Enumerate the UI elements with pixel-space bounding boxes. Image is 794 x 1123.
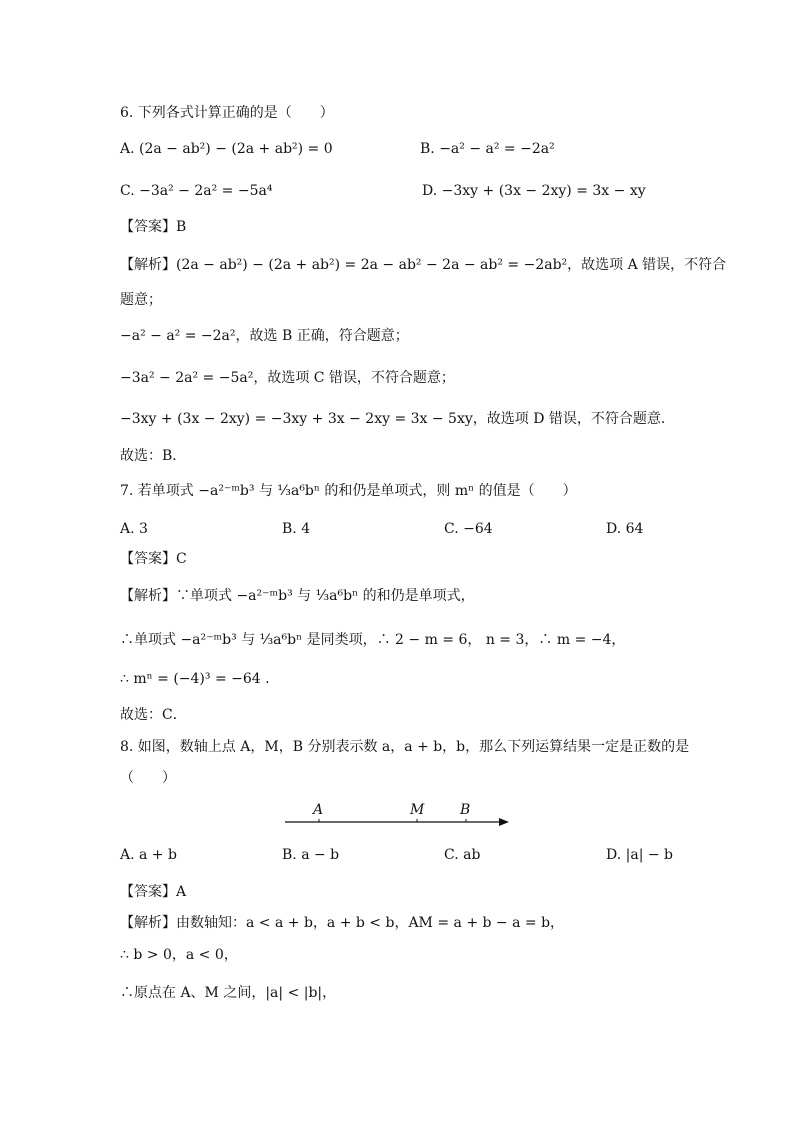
q6-option-d: D. −3xy + (3x − 2xy) = 3x − xy (422, 183, 646, 199)
q6-analysis-line-1: 【解析】(2a − ab²) − (2a + ab²) = 2a − ab² − 2a − ab² = −2ab²，故选项 A 错误，不符合 (120, 257, 727, 273)
q6-analysis-line-5: −3xy + (3x − 2xy) = −3xy + 3x − 2xy = 3x − 5xy，故选项 D 错误，不符合题意. (120, 411, 666, 427)
q7-option-c: C. −64 (444, 521, 493, 537)
q7-analysis-line-3: ∴ mⁿ = (−4)³ = −64 . (120, 671, 270, 687)
q7-conclusion: 故选：C． (120, 707, 187, 723)
q8-analysis-line-2: ∴ b > 0，a < 0， (120, 947, 238, 963)
q8-option-d: D. |a| − b (606, 847, 673, 863)
q8-stem-line-1: 8. 如图，数轴上点 A，M，B 分别表示数 a，a + b，b，那么下列运算结果一定是正数的是 (120, 739, 690, 755)
q8-option-c: C. ab (444, 847, 481, 863)
q7-option-b: B. 4 (282, 521, 311, 537)
q6-option-b: B. −a² − a² = −2a² (420, 141, 555, 157)
point-label-a: A (313, 802, 324, 818)
q8-option-a: A. a + b (120, 847, 177, 863)
q7-option-d: D. 64 (606, 521, 644, 537)
q6-analysis-line-2: 题意； (120, 292, 162, 308)
point-label-b: B (460, 802, 471, 818)
q6-analysis-line-4: −3a² − 2a² = −5a²，故选项 C 错误，不符合题意； (120, 370, 455, 386)
q6-stem: 6. 下列各式计算正确的是（ ） (120, 105, 334, 121)
q7-analysis-line-2: ∴单项式 −a²⁻ᵐb³ 与 ⅓a⁶bⁿ 是同类项，∴ 2 − m = 6， n = 3，∴ m = −4， (120, 632, 626, 648)
q8-option-b: B. a − b (282, 847, 340, 863)
number-line-arrowhead (499, 818, 509, 826)
q6-option-c: C. −3a² − 2a² = −5a⁴ (120, 183, 273, 199)
number-line-figure (280, 795, 520, 835)
q6-analysis-line-3: −a² − a² = −2a²，故选 B 正确，符合题意； (120, 328, 409, 344)
q8-analysis-line-3: ∴原点在 A、M 之间，|a| < |b|， (120, 985, 337, 1001)
point-label-m: M (410, 802, 425, 818)
q6-conclusion: 故选：B． (120, 448, 187, 464)
q8-analysis-line-1: 【解析】由数轴知：a < a + b，a + b < b，AM = a + b − a = b， (120, 915, 565, 931)
q7-option-a: A. 3 (120, 521, 148, 537)
q8-stem-line-2: （ ） (120, 770, 176, 786)
q6-option-a: A. (2a − ab²) − (2a + ab²) = 0 (120, 141, 333, 157)
q7-answer: 【答案】C (120, 551, 187, 567)
q7-stem: 7. 若单项式 −a²⁻ᵐb³ 与 ⅓a⁶bⁿ 的和仍是单项式，则 mⁿ 的值是（ ） (120, 483, 577, 499)
q7-analysis-line-1: 【解析】∵单项式 −a²⁻ᵐb³ 与 ⅓a⁶bⁿ 的和仍是单项式， (120, 588, 475, 604)
q8-answer: 【答案】A (120, 884, 187, 900)
q6-answer: 【答案】B (120, 219, 187, 235)
